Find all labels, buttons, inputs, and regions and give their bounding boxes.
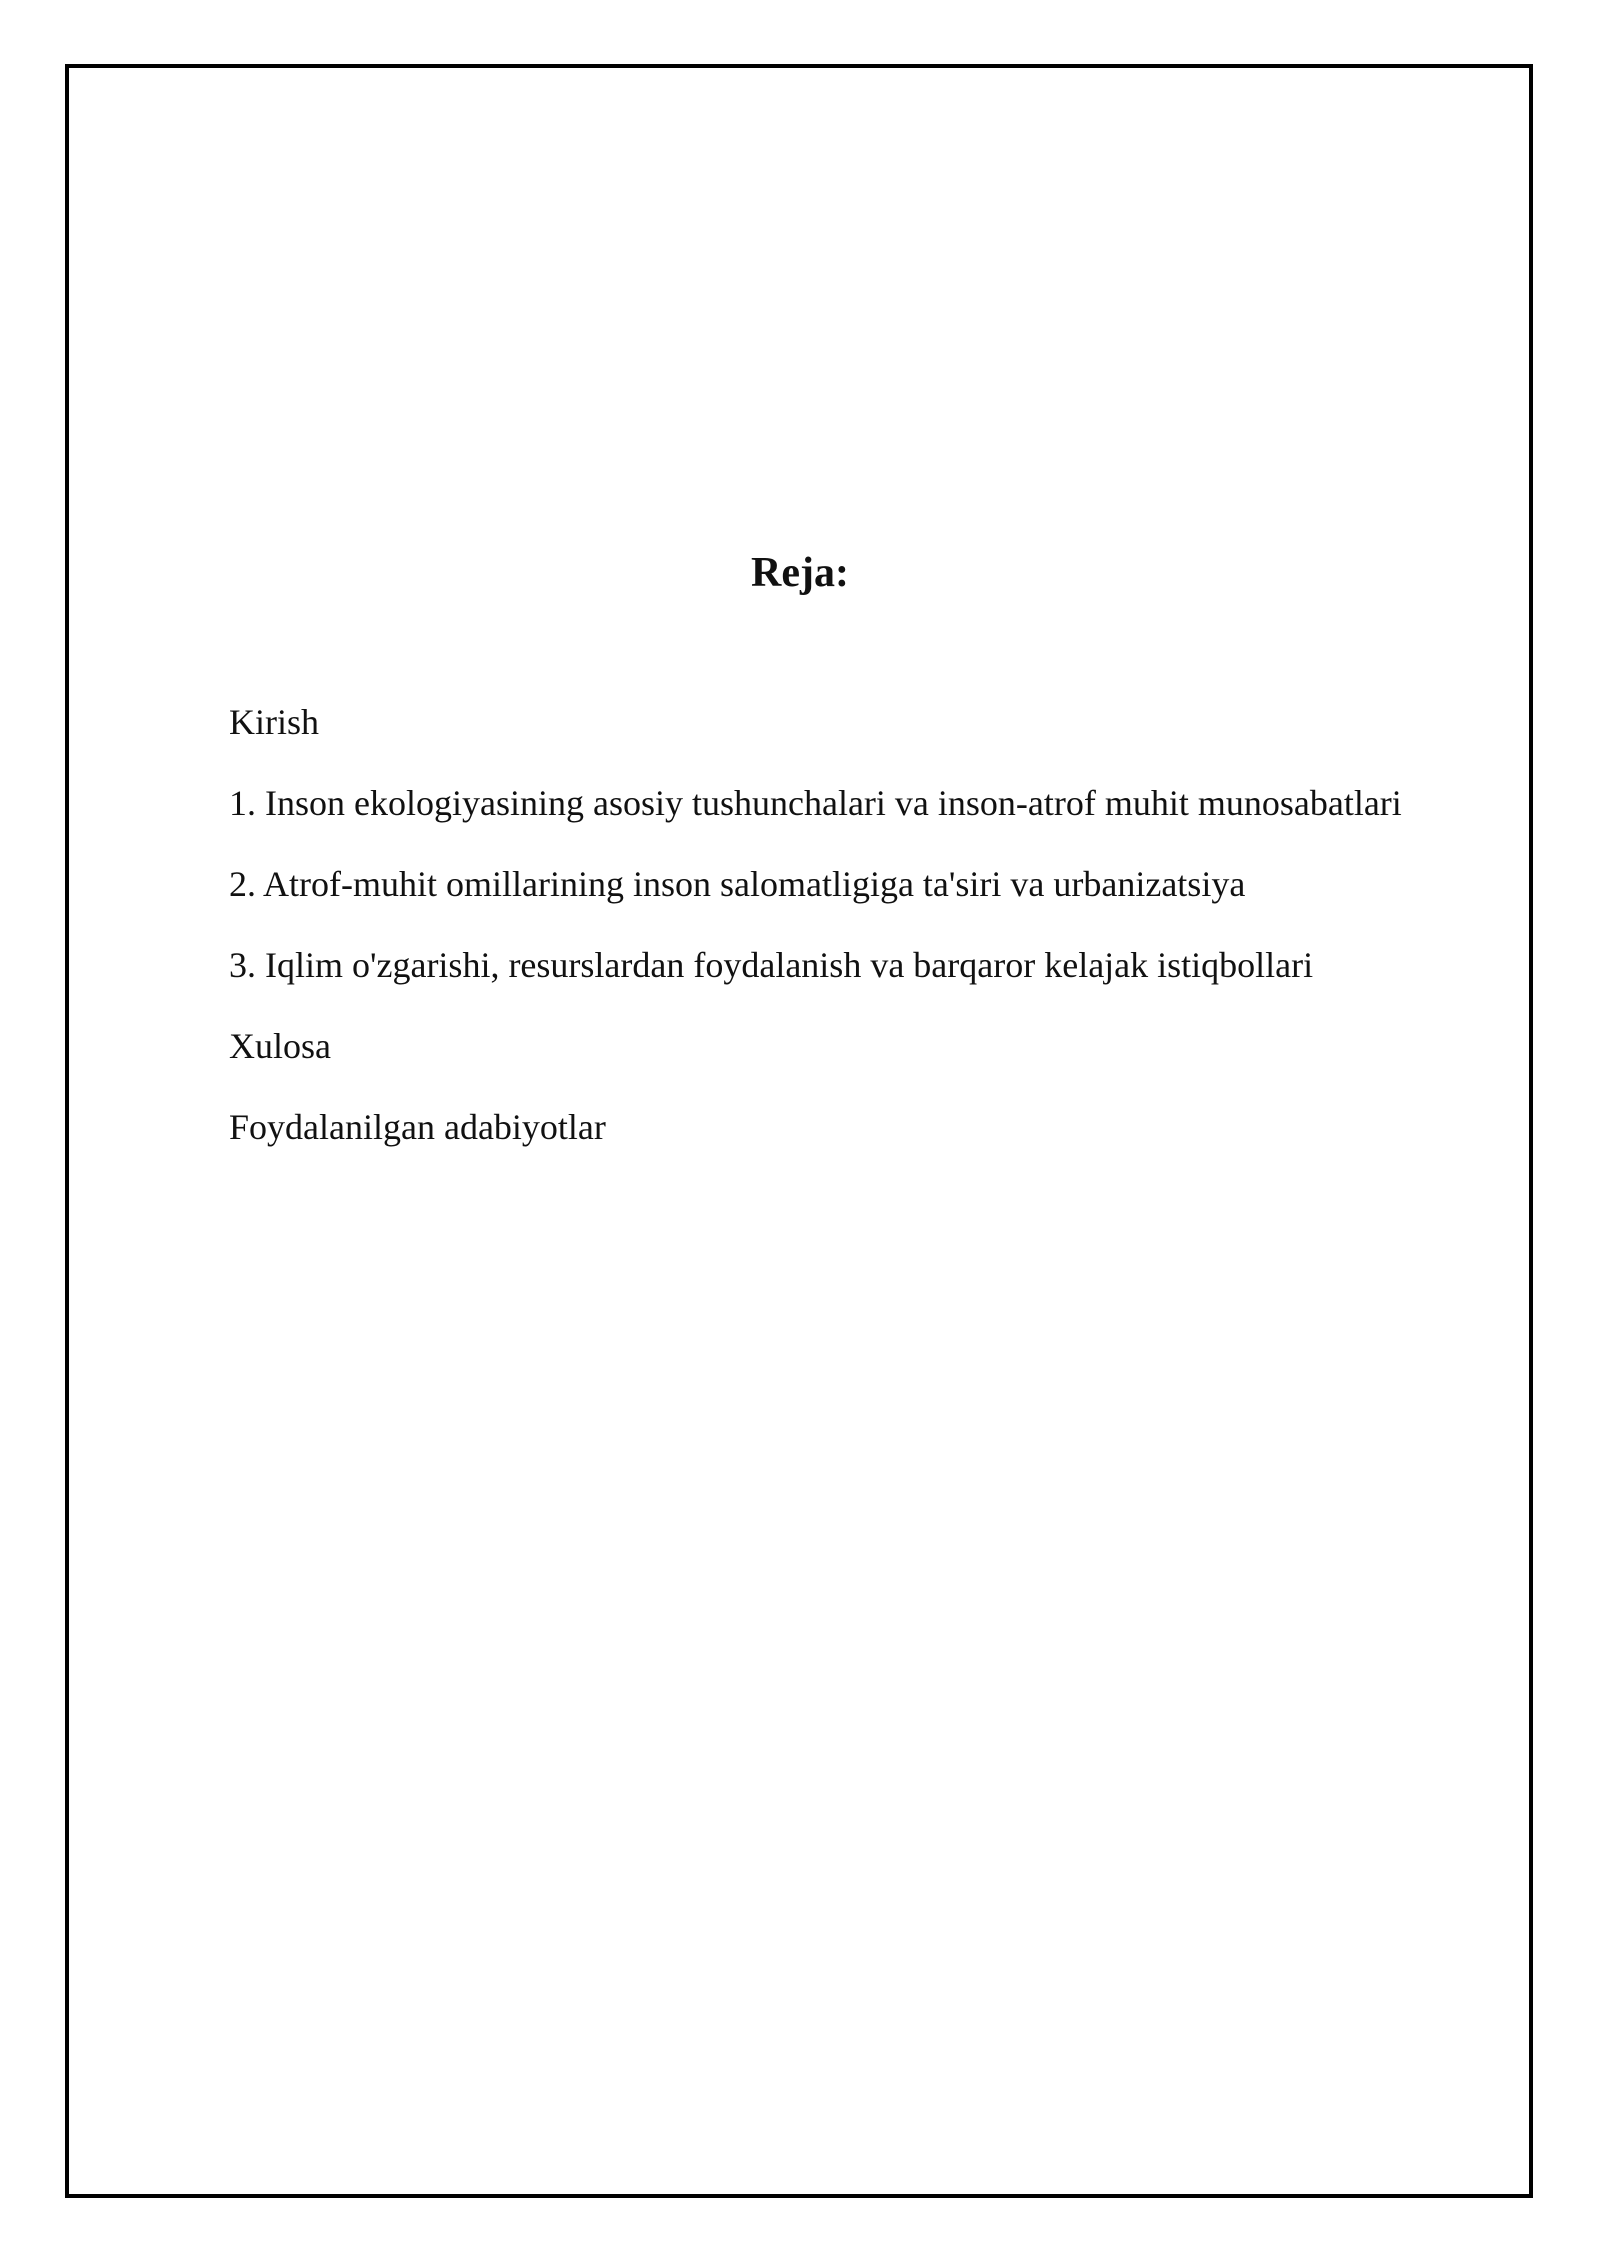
plan-item-conclusion: Xulosa [229,1026,331,1066]
plan-item-3: 3. Iqlim o'zgarishi, resurslardan foydalanish va barqaror kelajak istiqbollari [229,945,1314,985]
page-title: Reja: [751,550,849,596]
plan-item-intro: Kirish [229,702,319,742]
plan-item-2: 2. Atrof-muhit omillarining inson salomatligiga ta'siri va urbanizatsiya [229,864,1246,904]
plan-item-1: 1. Inson ekologiyasining asosiy tushunchalari va inson-atrof muhit munosabatlari [229,783,1402,823]
plan-list [229,697,1402,1183]
plan-item-references: Foydalanilgan adabiyotlar [229,1107,606,1147]
